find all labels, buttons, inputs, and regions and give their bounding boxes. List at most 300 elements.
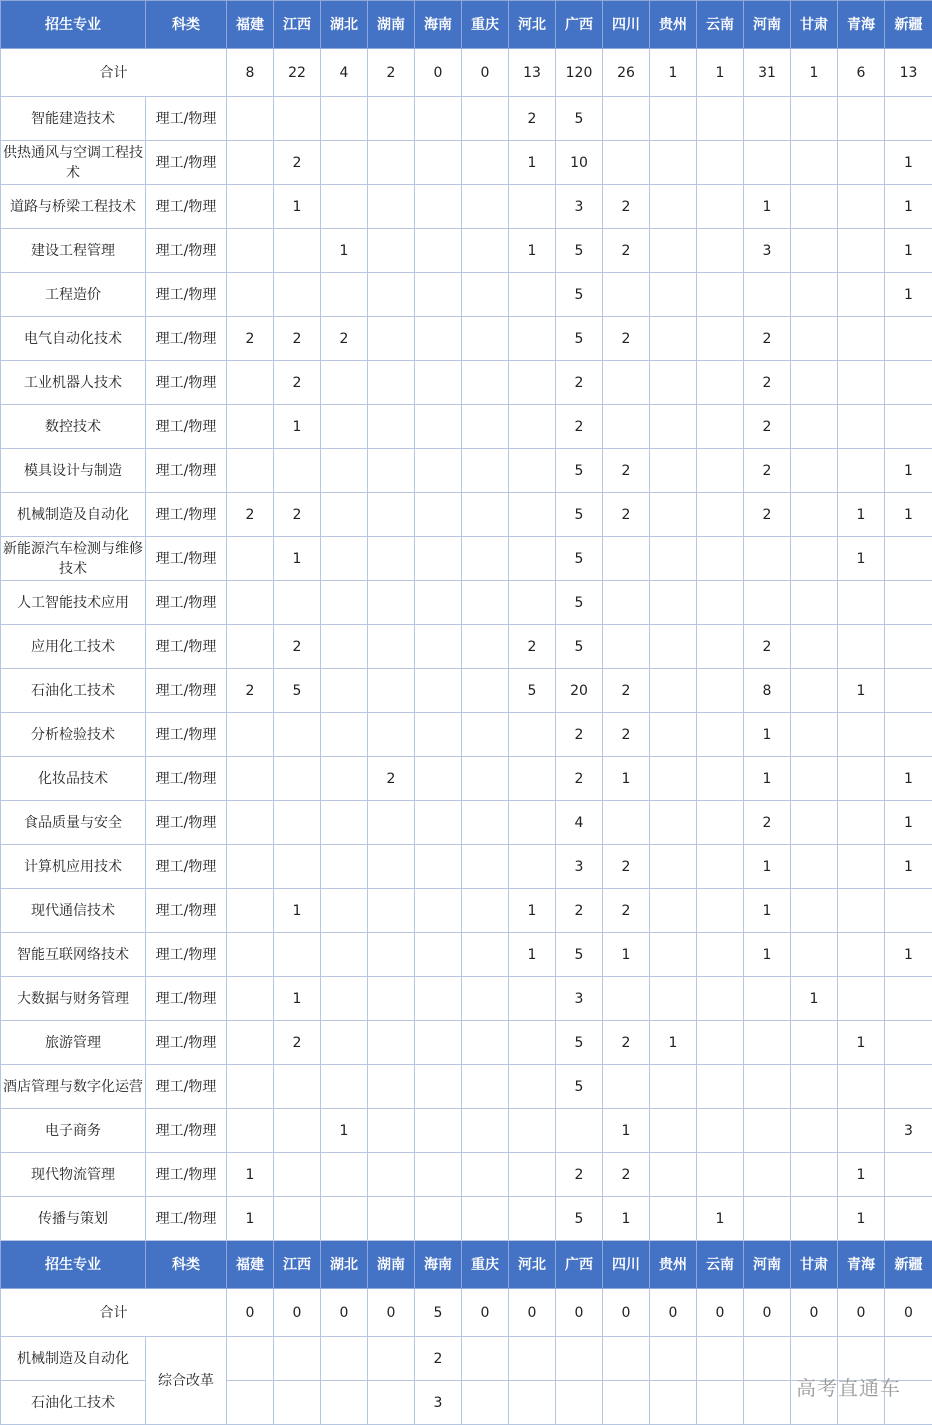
quota-value (509, 405, 556, 449)
quota-value (791, 889, 838, 933)
quota-value (650, 757, 697, 801)
quota-value (509, 1109, 556, 1153)
header-row (1, 1, 932, 49)
quota-value (368, 493, 415, 537)
quota-value (462, 581, 509, 625)
quota-value: 1 (885, 493, 932, 537)
header-province: 甘肃 (791, 1241, 838, 1289)
quota-value (415, 97, 462, 141)
quota-value (697, 669, 744, 713)
quota-value (321, 361, 368, 405)
major-name: 石油化工技术 (1, 669, 146, 713)
quota-value: 2 (744, 317, 791, 361)
quota-value (321, 1337, 368, 1381)
header-major: 招生专业 (1, 1, 146, 49)
quota-value (368, 669, 415, 713)
quota-value: 2 (227, 493, 274, 537)
quota-value (274, 449, 321, 493)
quota-value (415, 757, 462, 801)
quota-value (838, 757, 885, 801)
quota-value: 2 (603, 1153, 650, 1197)
header-province: 河北 (509, 1241, 556, 1289)
major-name: 智能建造技术 (1, 97, 146, 141)
quota-value (321, 273, 368, 317)
quota-value: 20 (556, 669, 603, 713)
quota-value (697, 1381, 744, 1425)
quota-value (791, 229, 838, 273)
quota-value (603, 405, 650, 449)
quota-value: 2 (603, 449, 650, 493)
header-category: 科类 (146, 1, 227, 49)
total-value: 0 (462, 49, 509, 97)
quota-value (274, 581, 321, 625)
quota-value (415, 1153, 462, 1197)
quota-value (885, 713, 932, 757)
quota-value (744, 97, 791, 141)
quota-value (603, 361, 650, 405)
table-row (1, 317, 932, 361)
quota-value (650, 669, 697, 713)
table-row (1, 889, 932, 933)
quota-value (227, 537, 274, 581)
quota-value: 1 (509, 141, 556, 185)
quota-value (321, 713, 368, 757)
quota-value (462, 185, 509, 229)
quota-value (509, 1153, 556, 1197)
quota-value (227, 1381, 274, 1425)
quota-value (509, 757, 556, 801)
quota-value (462, 801, 509, 845)
quota-value (885, 97, 932, 141)
quota-value (227, 1109, 274, 1153)
quota-value (321, 185, 368, 229)
total-value: 120 (556, 49, 603, 97)
category: 理工/物理 (146, 845, 227, 889)
quota-value (509, 537, 556, 581)
major-name: 化妆品技术 (1, 757, 146, 801)
quota-value: 2 (603, 493, 650, 537)
quota-value (697, 581, 744, 625)
quota-value (227, 185, 274, 229)
quota-value (791, 1021, 838, 1065)
quota-value (462, 889, 509, 933)
quota-value (885, 889, 932, 933)
quota-value (650, 625, 697, 669)
quota-value: 2 (744, 493, 791, 537)
major-name: 道路与桥梁工程技术 (1, 185, 146, 229)
quota-value (368, 361, 415, 405)
quota-value: 1 (227, 1153, 274, 1197)
total-value: 0 (650, 1289, 697, 1337)
quota-value: 1 (885, 845, 932, 889)
quota-value (697, 141, 744, 185)
quota-value (368, 1065, 415, 1109)
quota-value (650, 493, 697, 537)
major-name: 智能互联网络技术 (1, 933, 146, 977)
quota-value: 2 (556, 405, 603, 449)
quota-value (368, 141, 415, 185)
category: 理工/物理 (146, 537, 227, 581)
total-label: 合计 (1, 1289, 227, 1337)
quota-value: 2 (744, 449, 791, 493)
quota-value (791, 625, 838, 669)
table-row (1, 361, 932, 405)
quota-value (415, 669, 462, 713)
quota-value (415, 845, 462, 889)
total-value: 0 (274, 1289, 321, 1337)
major-name: 电子商务 (1, 1109, 146, 1153)
quota-value (462, 449, 509, 493)
total-value: 13 (509, 49, 556, 97)
quota-value: 2 (274, 493, 321, 537)
quota-value (838, 141, 885, 185)
header-province: 湖北 (321, 1241, 368, 1289)
quota-value: 5 (556, 537, 603, 581)
quota-value (415, 317, 462, 361)
quota-value: 1 (650, 1021, 697, 1065)
quota-value (885, 581, 932, 625)
major-name: 现代物流管理 (1, 1153, 146, 1197)
total-label: 合计 (1, 49, 227, 97)
quota-value: 2 (556, 361, 603, 405)
major-name: 传播与策划 (1, 1197, 146, 1241)
quota-value (368, 537, 415, 581)
quota-value (697, 1109, 744, 1153)
category: 理工/物理 (146, 449, 227, 493)
quota-value (744, 1021, 791, 1065)
quota-value (509, 1021, 556, 1065)
total-value: 5 (415, 1289, 462, 1337)
category: 理工/物理 (146, 977, 227, 1021)
quota-value: 2 (274, 317, 321, 361)
category: 理工/物理 (146, 625, 227, 669)
category: 理工/物理 (146, 1153, 227, 1197)
table-row (1, 1197, 932, 1241)
quota-value (556, 1381, 603, 1425)
quota-value (321, 977, 368, 1021)
quota-value (509, 493, 556, 537)
quota-value (791, 185, 838, 229)
quota-value (368, 713, 415, 757)
quota-value (462, 713, 509, 757)
total-value: 0 (885, 1289, 932, 1337)
quota-value (650, 361, 697, 405)
header-row (1, 1241, 932, 1289)
major-name: 计算机应用技术 (1, 845, 146, 889)
total-value: 22 (274, 49, 321, 97)
quota-value: 5 (556, 317, 603, 361)
quota-value (509, 185, 556, 229)
quota-value (462, 361, 509, 405)
quota-value: 2 (744, 801, 791, 845)
table-row (1, 933, 932, 977)
quota-value: 5 (556, 933, 603, 977)
quota-value (274, 713, 321, 757)
quota-value: 2 (509, 97, 556, 141)
quota-value (838, 1109, 885, 1153)
quota-value (227, 889, 274, 933)
quota-value (462, 1109, 509, 1153)
quota-value (462, 317, 509, 361)
quota-value (415, 493, 462, 537)
table-row (1, 185, 932, 229)
quota-value (462, 625, 509, 669)
quota-value: 1 (274, 185, 321, 229)
quota-value (744, 273, 791, 317)
quota-value (650, 1153, 697, 1197)
quota-value: 4 (556, 801, 603, 845)
quota-value (415, 449, 462, 493)
table-row (1, 1109, 932, 1153)
quota-value (697, 1153, 744, 1197)
quota-value (838, 449, 885, 493)
table-row (1, 977, 932, 1021)
quota-value (321, 97, 368, 141)
quota-value (744, 141, 791, 185)
quota-value (650, 1197, 697, 1241)
header-province: 江西 (274, 1, 321, 49)
quota-value (274, 1337, 321, 1381)
quota-value (415, 625, 462, 669)
quota-value (744, 1337, 791, 1381)
quota-value (791, 801, 838, 845)
quota-value: 1 (509, 229, 556, 273)
quota-value (838, 97, 885, 141)
quota-value (885, 625, 932, 669)
category: 理工/物理 (146, 801, 227, 845)
quota-value: 2 (603, 713, 650, 757)
quota-value: 2 (603, 845, 650, 889)
quota-value: 2 (321, 317, 368, 361)
header-province: 贵州 (650, 1241, 697, 1289)
quota-value (368, 1021, 415, 1065)
category: 理工/物理 (146, 185, 227, 229)
quota-value (462, 845, 509, 889)
quota-value (791, 537, 838, 581)
quota-value (697, 977, 744, 1021)
table-row (1, 713, 932, 757)
quota-value (650, 317, 697, 361)
header-province: 新疆 (885, 1241, 932, 1289)
quota-value (462, 1153, 509, 1197)
quota-value: 1 (838, 669, 885, 713)
quota-value (650, 933, 697, 977)
quota-value (791, 273, 838, 317)
category: 理工/物理 (146, 889, 227, 933)
quota-value (791, 581, 838, 625)
quota-value: 1 (274, 977, 321, 1021)
quota-value (838, 273, 885, 317)
quota-value: 5 (556, 449, 603, 493)
quota-value (462, 1337, 509, 1381)
quota-value (697, 933, 744, 977)
quota-value: 5 (556, 1021, 603, 1065)
quota-value (744, 537, 791, 581)
total-value: 0 (368, 1289, 415, 1337)
quota-value (274, 1153, 321, 1197)
quota-value: 2 (744, 625, 791, 669)
total-value: 1 (650, 49, 697, 97)
quota-value: 1 (744, 845, 791, 889)
quota-value (227, 713, 274, 757)
quota-value (227, 757, 274, 801)
total-value: 0 (509, 1289, 556, 1337)
quota-value (227, 273, 274, 317)
category: 理工/物理 (146, 1109, 227, 1153)
quota-value (415, 713, 462, 757)
quota-value (227, 845, 274, 889)
table-row (1, 625, 932, 669)
category: 理工/物理 (146, 273, 227, 317)
major-name: 模具设计与制造 (1, 449, 146, 493)
quota-value: 1 (697, 1197, 744, 1241)
table-row (1, 581, 932, 625)
category: 理工/物理 (146, 97, 227, 141)
quota-value: 2 (274, 141, 321, 185)
quota-value (791, 757, 838, 801)
quota-value (462, 537, 509, 581)
quota-value (697, 229, 744, 273)
quota-value (321, 537, 368, 581)
quota-value (227, 229, 274, 273)
quota-value (603, 1337, 650, 1381)
quota-value (462, 757, 509, 801)
quota-value (462, 1065, 509, 1109)
major-name: 分析检验技术 (1, 713, 146, 757)
table-row (1, 1065, 932, 1109)
quota-value (415, 141, 462, 185)
header-province: 贵州 (650, 1, 697, 49)
quota-value (556, 1337, 603, 1381)
quota-value: 1 (744, 713, 791, 757)
quota-value: 1 (274, 537, 321, 581)
quota-value (415, 801, 462, 845)
quota-value (227, 581, 274, 625)
quota-value (462, 933, 509, 977)
quota-value: 1 (885, 141, 932, 185)
quota-value: 1 (885, 185, 932, 229)
total-value: 0 (227, 1289, 274, 1337)
quota-value (838, 625, 885, 669)
quota-value: 1 (603, 1109, 650, 1153)
quota-value: 5 (509, 669, 556, 713)
quota-value (321, 757, 368, 801)
quota-value (415, 273, 462, 317)
quota-value (885, 669, 932, 713)
header-province: 湖北 (321, 1, 368, 49)
header-province: 四川 (603, 1, 650, 49)
quota-value (650, 273, 697, 317)
quota-value (603, 977, 650, 1021)
category: 理工/物理 (146, 1021, 227, 1065)
header-province: 江西 (274, 1241, 321, 1289)
quota-value (415, 537, 462, 581)
quota-value (885, 405, 932, 449)
quota-value (556, 1109, 603, 1153)
quota-value (462, 1021, 509, 1065)
table-row (1, 845, 932, 889)
total-value: 13 (885, 49, 932, 97)
quota-value (415, 977, 462, 1021)
quota-value (603, 625, 650, 669)
quota-value (462, 1197, 509, 1241)
major-name: 食品质量与安全 (1, 801, 146, 845)
major-name: 机械制造及自动化 (1, 493, 146, 537)
table-row (1, 1153, 932, 1197)
quota-value (274, 845, 321, 889)
quota-value (697, 97, 744, 141)
quota-value (791, 97, 838, 141)
quota-value (838, 713, 885, 757)
header-province: 湖南 (368, 1241, 415, 1289)
quota-value (650, 141, 697, 185)
quota-value (838, 581, 885, 625)
major-name: 大数据与财务管理 (1, 977, 146, 1021)
quota-value (274, 801, 321, 845)
table-row (1, 1021, 932, 1065)
quota-value: 1 (744, 889, 791, 933)
quota-value: 1 (321, 1109, 368, 1153)
quota-value (509, 1065, 556, 1109)
quota-value (650, 1109, 697, 1153)
total-value: 4 (321, 49, 368, 97)
quota-value (791, 669, 838, 713)
quota-value (227, 933, 274, 977)
quota-value (791, 1065, 838, 1109)
quota-value: 2 (274, 361, 321, 405)
quota-value (885, 317, 932, 361)
quota-value (274, 229, 321, 273)
quota-value (321, 1021, 368, 1065)
quota-value (274, 1381, 321, 1425)
quota-value (697, 1065, 744, 1109)
quota-value (415, 405, 462, 449)
quota-value: 1 (603, 933, 650, 977)
header-province: 新疆 (885, 1, 932, 49)
total-value: 1 (791, 49, 838, 97)
quota-value (368, 933, 415, 977)
quota-value (274, 1197, 321, 1241)
quota-value: 1 (838, 537, 885, 581)
total-row (1, 49, 932, 97)
quota-value (838, 405, 885, 449)
total-value: 31 (744, 49, 791, 97)
quota-value (415, 1065, 462, 1109)
quota-value (650, 1381, 697, 1425)
quota-value (368, 845, 415, 889)
category: 理工/物理 (146, 1197, 227, 1241)
quota-value (274, 1065, 321, 1109)
quota-value (368, 273, 415, 317)
quota-value: 1 (744, 185, 791, 229)
quota-value: 2 (556, 1153, 603, 1197)
quota-value (603, 273, 650, 317)
table-row (1, 669, 932, 713)
quota-value (509, 449, 556, 493)
quota-value (697, 273, 744, 317)
total-value: 0 (321, 1289, 368, 1337)
category: 理工/物理 (146, 317, 227, 361)
total-value: 0 (415, 49, 462, 97)
quota-value: 1 (744, 933, 791, 977)
quota-value (368, 581, 415, 625)
total-value: 0 (838, 1289, 885, 1337)
quota-value (509, 1337, 556, 1381)
quota-value: 2 (274, 625, 321, 669)
quota-value: 3 (556, 845, 603, 889)
category: 理工/物理 (146, 405, 227, 449)
table-row (1, 97, 932, 141)
